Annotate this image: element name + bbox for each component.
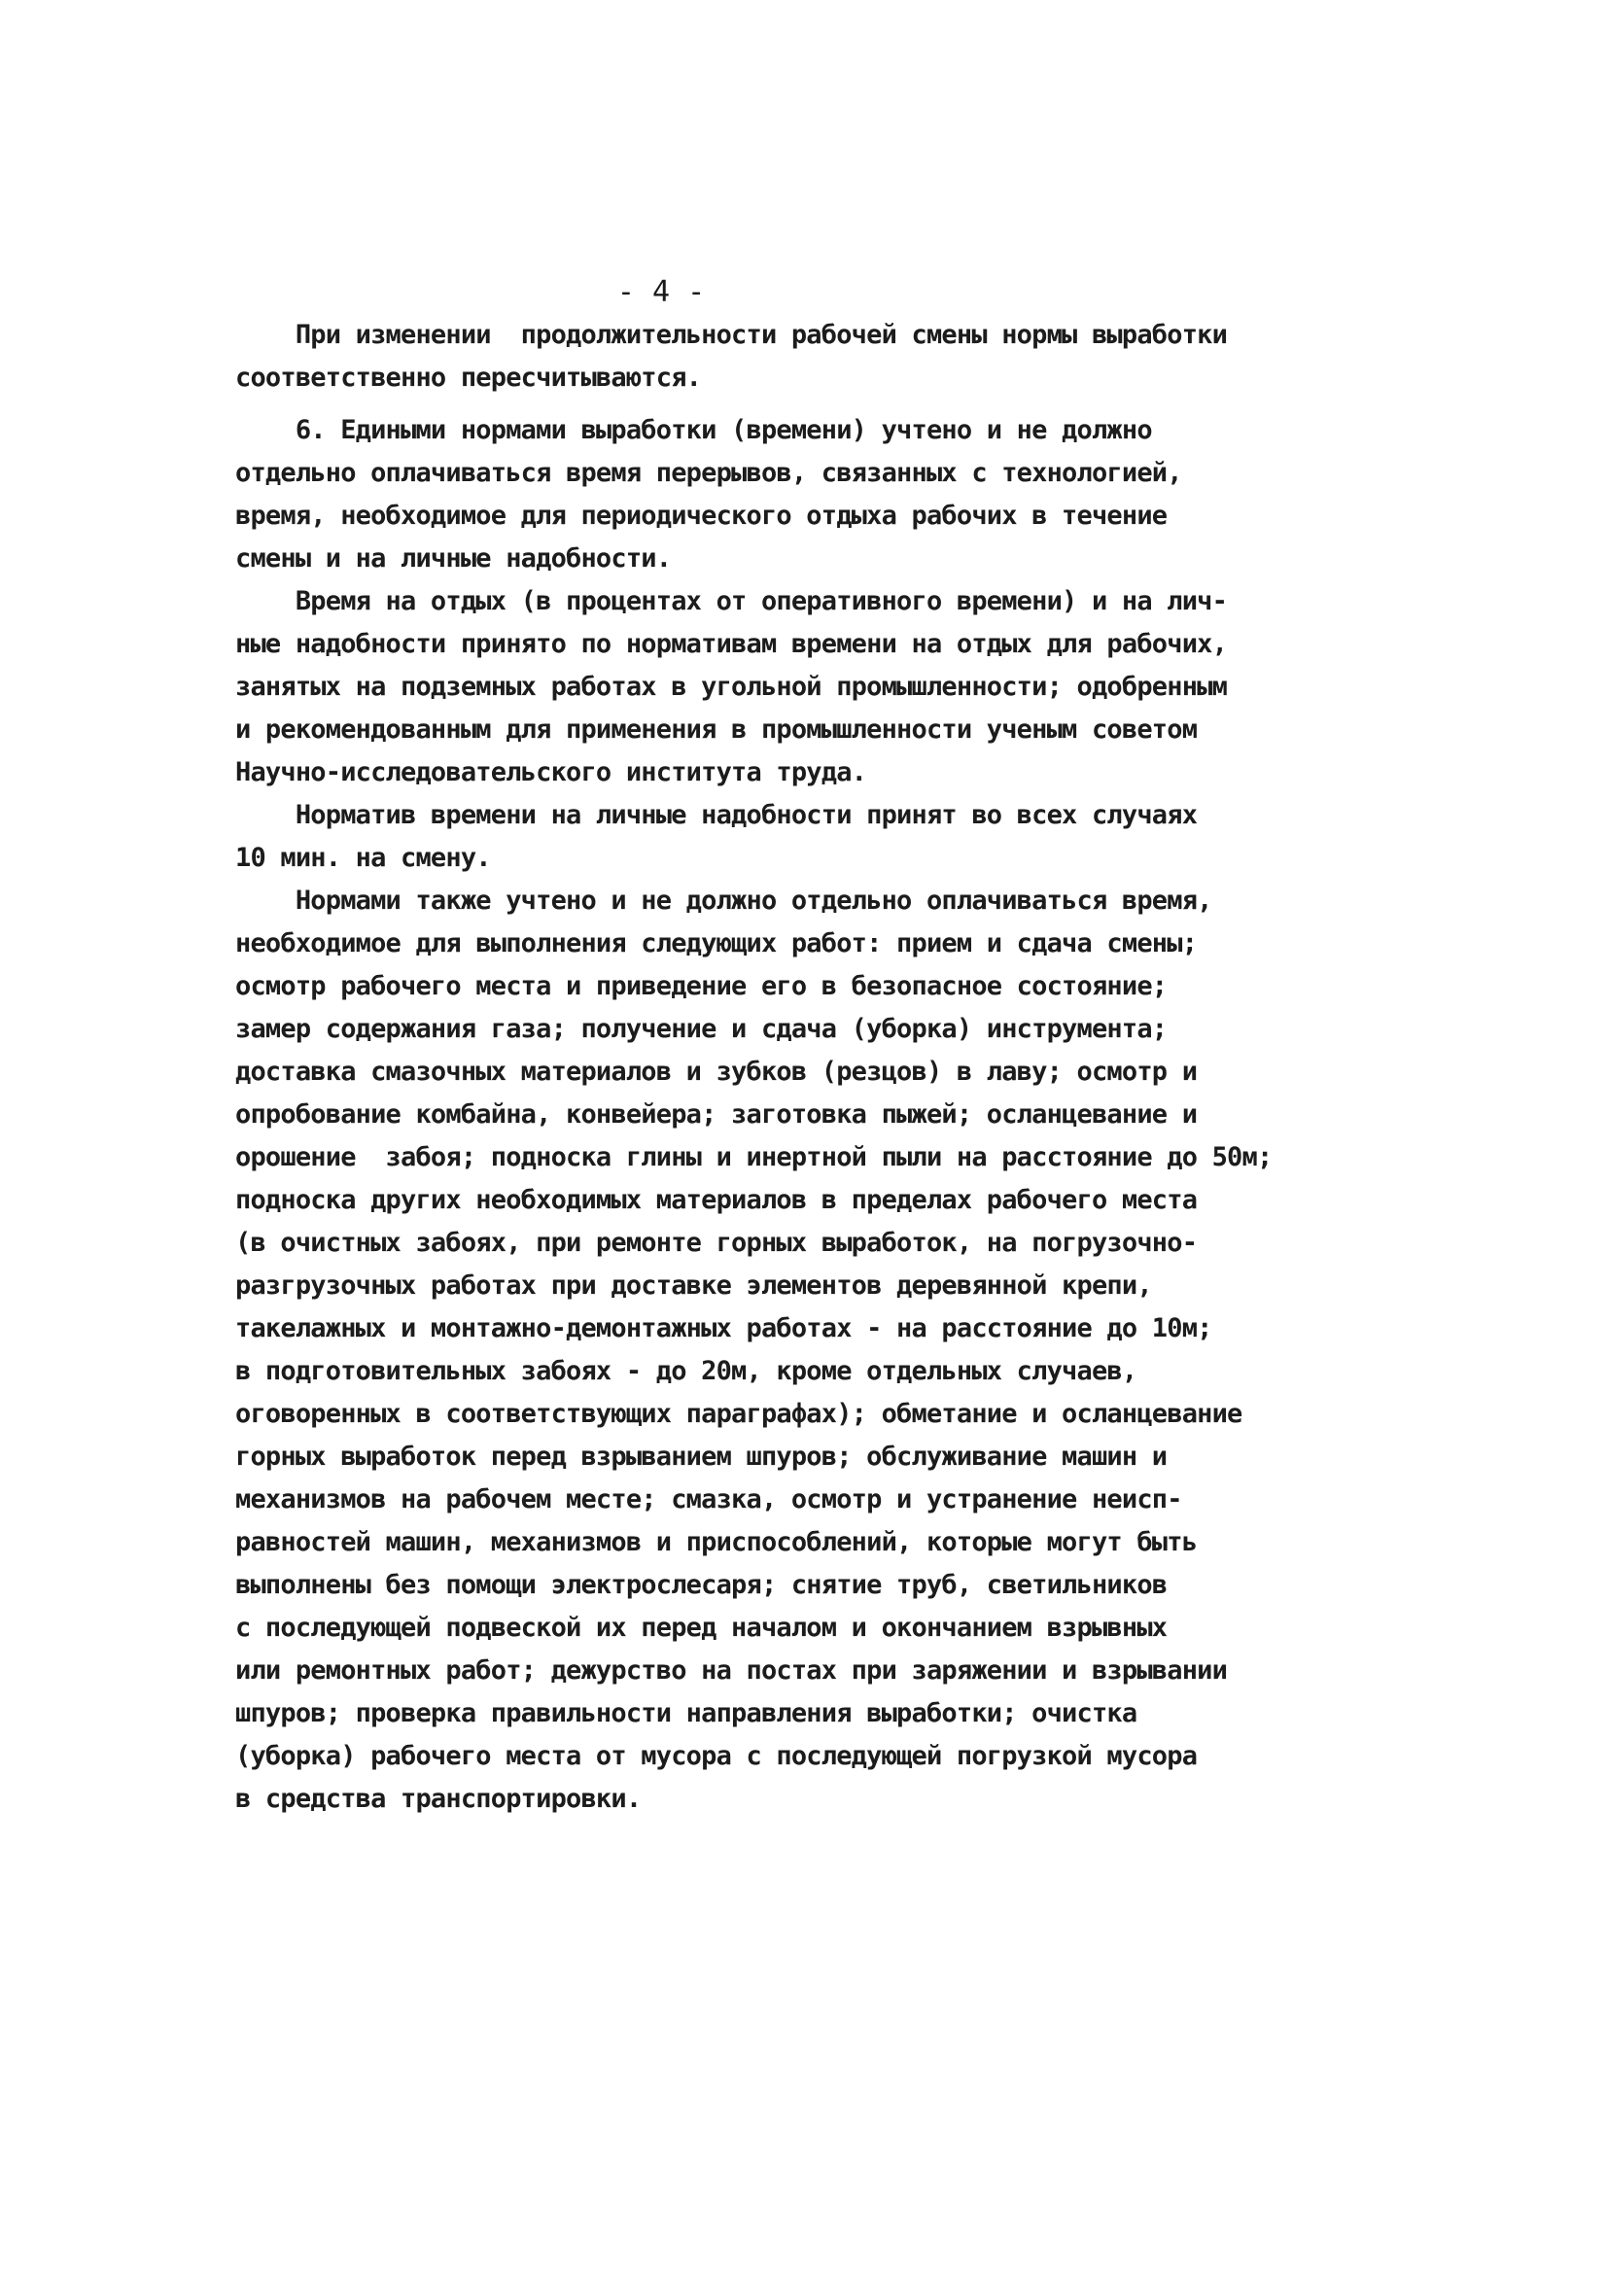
document-body	[235, 314, 1499, 1821]
paragraph-personal-needs	[235, 794, 1499, 880]
text-line: соответственно пересчитываются.	[235, 363, 702, 393]
text-line: время, необходимое для периодического отдыха рабочих в течение	[235, 501, 1168, 531]
text-line: 6. Едиными нормами выработки (времени) учтено и не должно	[235, 415, 1152, 445]
text-line: (уборка) рабочего места от мусора с последующей погрузкой мусора	[235, 1741, 1198, 1771]
text-line: равностей машин, механизмов и приспособлений, которые могут быть	[235, 1527, 1198, 1557]
text-line: орошение забоя; подноска глины и инертной пыли на расстояние до 50м;	[235, 1142, 1273, 1172]
paragraph-item-6	[235, 409, 1499, 580]
text-line: горных выработок перед взрыванием шпуров; обслуживание машин и	[235, 1442, 1168, 1472]
page-number: - 4 -	[616, 275, 706, 309]
text-line: в подготовительных забоях - до 20м, кроме отдельных случаев,	[235, 1356, 1137, 1386]
text-line: с последующей подвеской их перед началом и окончанием взрывных	[235, 1613, 1168, 1643]
text-line: доставка смазочных материалов и зубков (резцов) в лаву; осмотр и	[235, 1057, 1198, 1087]
text-line: При изменении продолжительности рабочей смены нормы выработки	[235, 320, 1228, 350]
text-line: шпуров; проверка правильности направления выработки; очистка	[235, 1698, 1137, 1728]
text-line: Нормами также учтено и не должно отдельно оплачиваться время,	[235, 886, 1212, 916]
text-line: такелажных и монтажно-демонтажных работах - на расстояние до 10м;	[235, 1313, 1212, 1343]
text-line: опробование комбайна, конвейера; заготовка пыжей; осланцевание и	[235, 1099, 1198, 1130]
text-line: в средства транспортировки.	[235, 1784, 642, 1814]
text-line: отдельно оплачиваться время перерывов, связанных с технологией,	[235, 458, 1182, 488]
text-line: оговоренных в соответствующих параграфах); обметание и осланцевание	[235, 1399, 1242, 1429]
text-line: замер содержания газа; получение и сдача (уборка) инструмента;	[235, 1014, 1168, 1044]
text-line: подноска других необходимых материалов в пределах рабочего места	[235, 1185, 1198, 1215]
text-line: (в очистных забоях, при ремонте горных выработок, на погрузочно-	[235, 1228, 1198, 1258]
text-line: или ремонтных работ; дежурство на постах при заряжении и взрывании	[235, 1655, 1228, 1686]
text-line: разгрузочных работах при доставке элементов деревянной крепи,	[235, 1270, 1152, 1301]
text-line: Норматив времени на личные надобности принят во всех случаях	[235, 800, 1198, 830]
text-line: занятых на подземных работах в угольной промышленности; одобренным	[235, 672, 1228, 702]
text-line: Научно-исследовательского института труда.	[235, 757, 867, 787]
paragraph-rest-time	[235, 580, 1499, 794]
paragraph-shift-length-note	[235, 314, 1499, 400]
paragraph-included-works	[235, 880, 1499, 1821]
text-line: механизмов на рабочем месте; смазка, осмотр и устранение неисп-	[235, 1484, 1182, 1514]
text-line: и рекомендованным для применения в промышленности ученым советом	[235, 714, 1198, 745]
text-line: Время на отдых (в процентах от оперативного времени) и на лич-	[235, 586, 1228, 616]
text-line: необходимое для выполнения следующих работ: прием и сдача смены;	[235, 928, 1198, 958]
text-line: смены и на личные надобности.	[235, 543, 672, 574]
text-line: 10 мин. на смену.	[235, 843, 491, 873]
text-line: ные надобности принято по нормативам времени на отдых для рабочих,	[235, 629, 1228, 659]
text-line: выполнены без помощи электрослесаря; снятие труб, светильников	[235, 1570, 1168, 1600]
text-line: осмотр рабочего места и приведение его в безопасное состояние;	[235, 971, 1168, 1001]
